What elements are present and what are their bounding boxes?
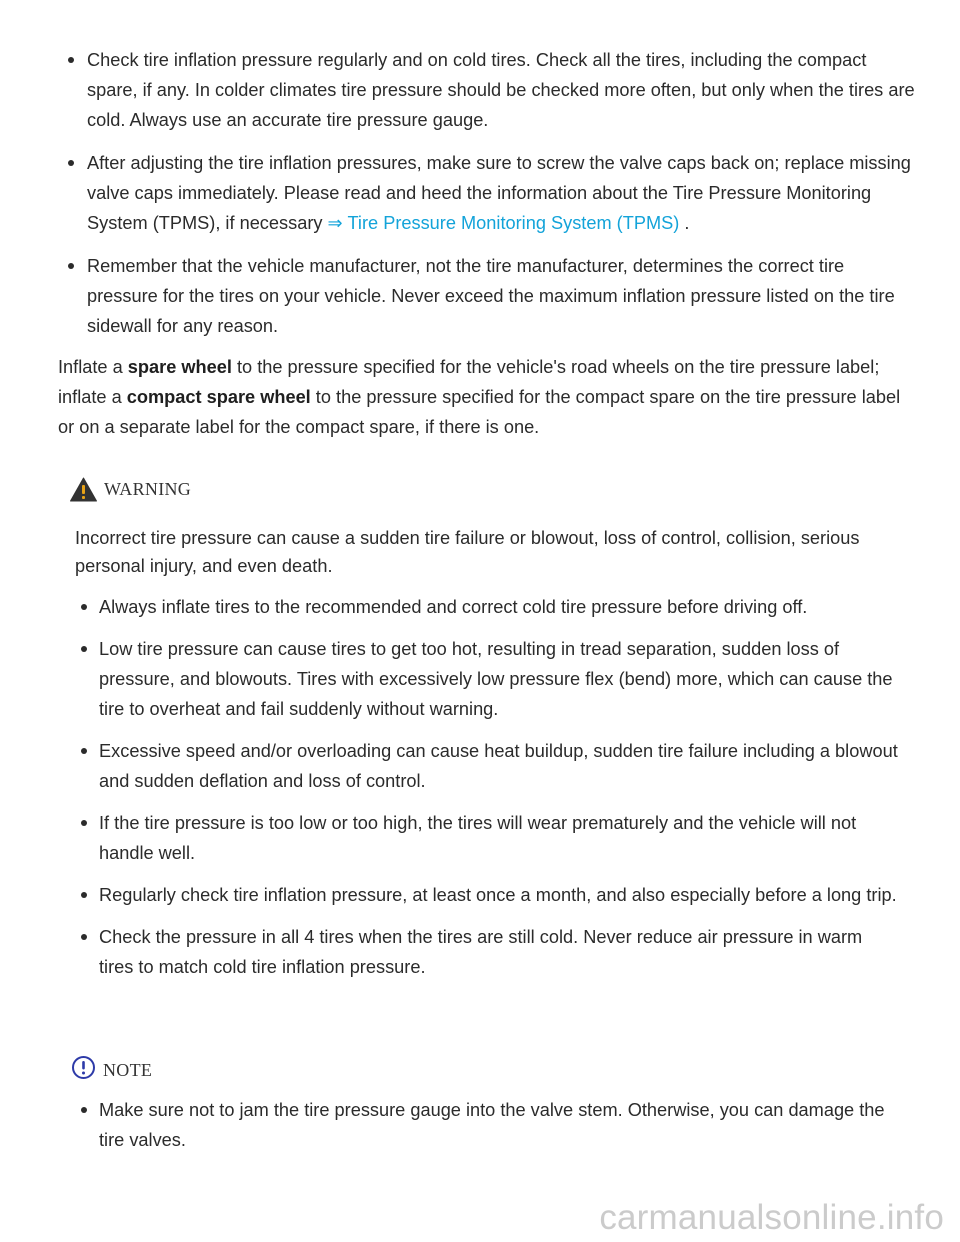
list-item [99,808,899,868]
list-item [87,45,917,135]
list-item [87,251,917,341]
list-item-text: After adjusting the tire inflation pressures, make sure to screw the valve caps back on; replace missing valve caps immediately. Please read and heed the information about the Tire Pressure Monitoring System (TPMS), if necessary [87,153,911,233]
warning-header [70,474,191,504]
paragraph-text: to the pressure specified for the vehicle's road wheels on the tire pressure label; inflate a [58,357,880,407]
list-item-text: Check tire inflation pressure regularly and on cold tires. Check all the tires, including the compact spare, if any. In colder climates tire pressure should be checked more often, but only when the tires are cold. Always use an accurate tire pressure gauge. [87,50,915,130]
list-item [99,922,899,982]
list-item [99,592,899,622]
spare-wheel-paragraph [58,352,918,442]
list-item-text: Excessive speed and/or overloading can cause heat buildup, sudden tire failure including a blowout and sudden deflation and loss of control. [99,741,898,791]
list-item [99,1095,899,1155]
list-item-text: Check the pressure in all 4 tires when the tires are still cold. Never reduce air pressure in warm tires to match cold tire inflation pressure. [99,927,863,977]
list-item-text: Low tire pressure can cause tires to get too hot, resulting in tread separation, sudden loss of pressure, and blowouts. Tires with excessively low pressure flex (bend) more, which can cause the tire to overheat and fail suddenly without warning. [99,639,893,719]
watermark: carmanualsonline.info [599,1198,944,1237]
spare-wheel-term: spare wheel [127,357,232,377]
note-list [99,1095,899,1155]
warning-intro: Incorrect tire pressure can cause a sudden tire failure or blowout, loss of control, collision, serious personal injury, and even death. [75,528,860,576]
paragraph-text: Inflate a [58,357,128,377]
warning-list [99,592,899,994]
note-label: NOTE [103,1059,153,1080]
tpms-link[interactable]: ⇒ Tire Pressure Monitoring System (TPMS) [327,213,680,233]
list-item-text-end: . [679,213,690,233]
warning-icon [70,477,97,502]
list-item-text: Always inflate tires to the recommended and correct cold tire pressure before driving off. [99,597,808,617]
paragraph-text: to the pressure specified for the compact spare on the tire pressure label or on a separate label for the compact spare, if there is one. [58,387,901,437]
list-item [99,634,899,724]
list-item [99,736,899,796]
list-item-text: Make sure not to jam the tire pressure gauge into the valve stem. Otherwise, you can damage the tire valves. [99,1100,885,1150]
tire-pressure-tips-list [87,45,917,354]
list-item [99,880,899,910]
list-item-text: If the tire pressure is too low or too high, the tires will wear prematurely and the vehicle will not handle well. [99,813,857,863]
compact-spare-wheel-term: compact spare wheel [126,387,311,407]
list-item-text: Remember that the vehicle manufacturer, not the tire manufacturer, determines the correct tire pressure for the tires on your vehicle. Never exceed the maximum inflation pressure listed on the tire sidewall for any reason. [87,256,895,336]
warning-label: WARNING [104,478,192,499]
list-item [87,148,917,238]
exclamation-circle-icon [71,1055,96,1085]
note-header [71,1056,152,1084]
list-item-text: Regularly check tire inflation pressure, at least once a month, and also especially before a long trip. [99,885,897,905]
